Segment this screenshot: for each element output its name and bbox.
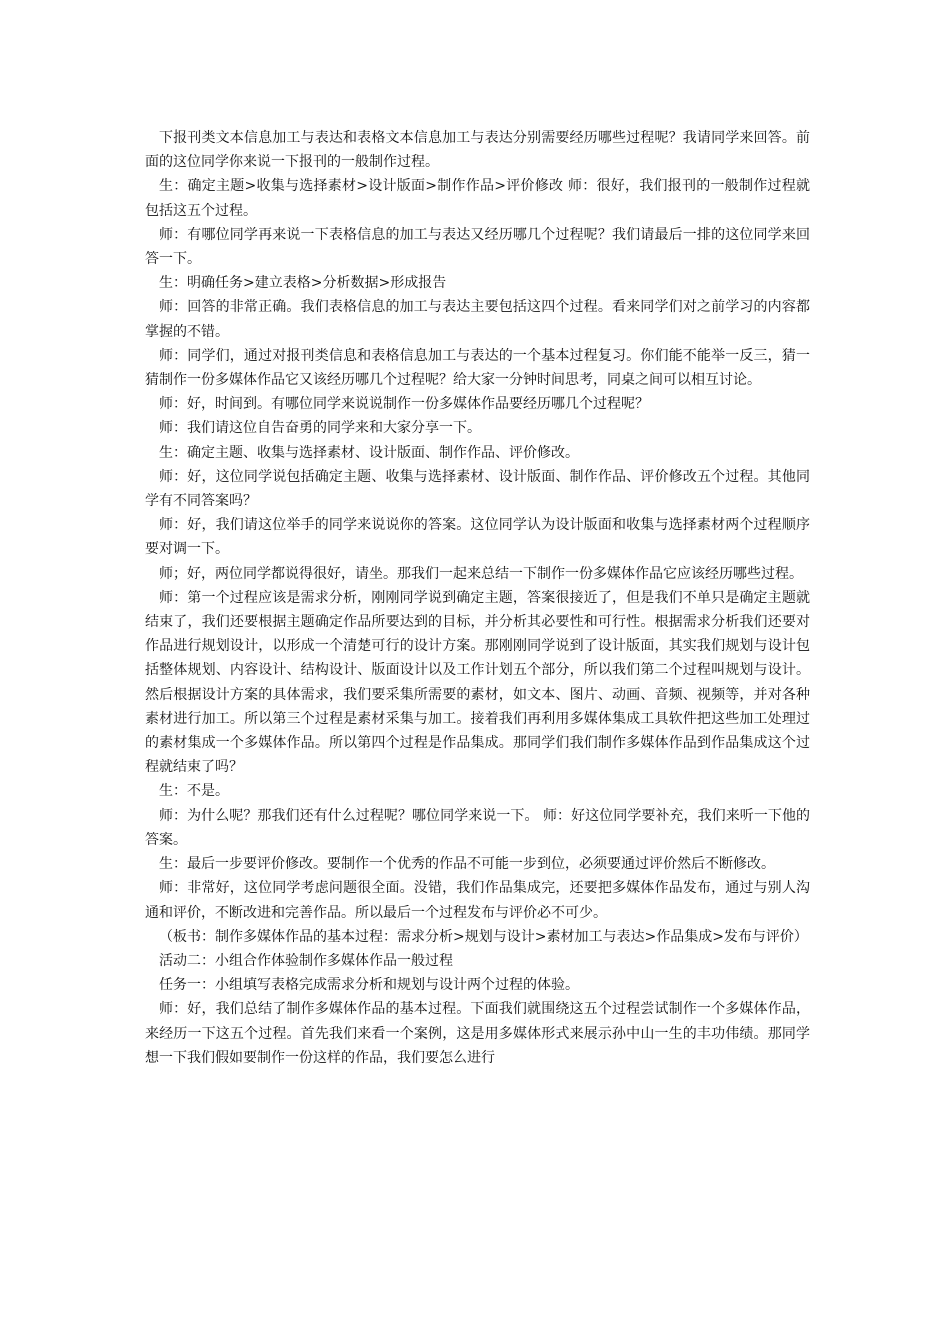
paragraph: 师：第一个过程应该是需求分析，刚刚同学说到确定主题，答案很接近了，但是我们不单只是确定主题就结束了，我们还要根据主题确定作品所要达到的目标，并分析其必要性和可行性。根据需求分析我们还要对作品进行规划设计，以形成一个清楚可行的设计方案。那刚刚同学说到了设计版面，其实我们规划与设计包括整体规划、内容设计、结构设计、版面设计以及工作计划五个部分，所以我们第二个过程叫规划与设计。然后根据设计方案的具体需求，我们要采集所需要的素材，如文本、图片、动画、音频、视频等，并对各种素材进行加工。所以第三个过程是素材采集与加工。接着我们再利用多媒体集成工具软件把这些加工处理过的素材集成一个多媒体作品。所以第四个过程是作品集成。那同学们我们制作多媒体作品到作品集成这个过程就结束了吗？ <box>145 589 810 776</box>
paragraph: 生：明确任务>建立表格>分析数据>形成报告 <box>159 275 447 292</box>
paragraph: 师：好，时间到。有哪位同学来说说制作一份多媒体作品要经历哪几个过程呢？ <box>159 396 649 413</box>
paragraph: 师：同学们，通过对报刊类信息和表格信息加工与表达的一个基本过程复习。你们能不能举一反三，猜一猜制作一份多媒体作品它又该经历哪几个过程呢？给大家一分钟时间思考，同桌之间可以相互讨论。 <box>145 347 810 389</box>
paragraph: 任务一：小组填写表格完成需求分析和规划与设计两个过程的体验。 <box>159 977 579 994</box>
paragraph: 生：确定主题>收集与选择素材>设计版面>制作作品>评价修改 师：很好，我们报刊的一般制作过程就包括这五个过程。 <box>145 178 810 219</box>
paragraph: 师：为什么呢？那我们还有什么过程呢？哪位同学来说一下。 师：好这位同学要补充，我们来听一下他的答案。 <box>145 807 810 848</box>
paragraph: 师：非常好，这位同学考虑问题很全面。没错，我们作品集成完，还要把多媒体作品发布，通过与别人沟通和评价，不断改进和完善作品。所以最后一个过程发布与评价必不可少。 <box>145 880 810 921</box>
paragraph: 师：好，我们总结了制作多媒体作品的基本过程。下面我们就围绕这五个过程尝试制作一个多媒体作品，来经历一下这五个过程。首先我们来看一个案例，这是用多媒体形式来展示孙中山一生的丰功伟绩。那同学想一下我们假如要制作一份这样的作品，我们要怎么进行 <box>145 1001 810 1066</box>
paragraph: 生：确定主题、收集与选择素材、设计版面、制作作品、评价修改。 <box>159 444 579 461</box>
paragraph: 生：不是。 <box>159 783 229 800</box>
paragraph: 师：好，这位同学说包括确定主题、收集与选择素材、设计版面、制作作品、评价修改五个过程。其他同学有不同答案吗？ <box>145 468 810 510</box>
paragraph: 下报刊类文本信息加工与表达和表格文本信息加工与表达分别需要经历哪些过程呢？我请同学来回答。前面的这位同学你来说一下报刊的一般制作过程。 <box>145 130 810 171</box>
document-page <box>145 126 810 1070</box>
paragraph: （板书：制作多媒体作品的基本过程：需求分析>规划与设计>素材加工与表达>作品集成>发布与评价） <box>159 928 808 945</box>
paragraph: 生：最后一步要评价修改。要制作一个优秀的作品不可能一步到位，必须要通过评价然后不断修改。 <box>159 856 775 873</box>
paragraph: 师：回答的非常正确。我们表格信息的加工与表达主要包括这四个过程。看来同学们对之前学习的内容都掌握的不错。 <box>145 299 810 340</box>
paragraph: 师：有哪位同学再来说一下表格信息的加工与表达又经历哪几个过程呢？我们请最后一排的这位同学来回答一下。 <box>145 226 810 268</box>
paragraph: 活动二：小组合作体验制作多媒体作品一般过程 <box>159 952 453 969</box>
paragraph: 师；好，两位同学都说得很好，请坐。那我们一起来总结一下制作一份多媒体作品它应该经历哪些过程。 <box>159 565 803 582</box>
paragraph: 师：我们请这位自告奋勇的同学来和大家分享一下。 <box>159 420 481 437</box>
paragraph: 师：好，我们请这位举手的同学来说说你的答案。这位同学认为设计版面和收集与选择素材两个过程顺序要对调一下。 <box>145 517 810 558</box>
